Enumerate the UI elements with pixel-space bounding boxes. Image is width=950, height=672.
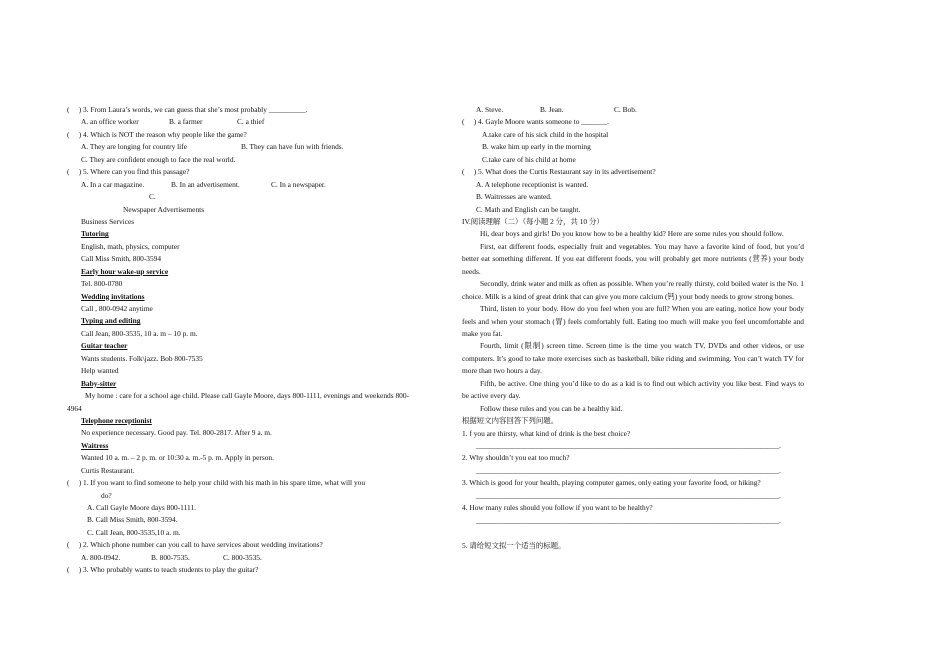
ad-text: English, math, physics, computer <box>81 241 180 251</box>
option-b: B. Jean. <box>540 105 564 114</box>
answer-question-4: 4. How many rules should you follow if you want to be healthy? <box>462 503 653 513</box>
option-c: C. 800-3535. <box>223 552 262 562</box>
ad-text: Wants students. Folk\jazz. Bob 800-7535 <box>81 353 203 363</box>
ad-text: Tel. 800-0780 <box>81 279 123 289</box>
question-3-options <box>67 116 409 128</box>
option-b: B. 800-7535. <box>151 552 190 562</box>
question-b5-option-a: A. A telephone receptionist is wanted. <box>476 179 589 189</box>
option-a: A. They are longing for country life <box>81 142 187 152</box>
ad-text: Wanted 10 a. m. – 2 p. m. or 10:30 a. m.-5 p. m. Apply in person. <box>81 453 274 463</box>
option-b: B. They can have fun with friends. <box>241 142 344 152</box>
option-a: A. Steve. <box>476 105 504 114</box>
question-b1: ( ) 1. If you want to find someone to help your child with his math in his spare time, what will you <box>67 478 366 488</box>
ad-heading-telephone: Telephone receptionist <box>81 415 152 425</box>
question-5-extra-option: C. <box>149 192 156 202</box>
ad-heading-tutoring: Tutoring <box>81 229 109 239</box>
answer-question-1: 1. f you are thirsty, what kind of drink is the best choice? <box>462 428 631 438</box>
question-b4-option-a: A.take care of his sick child in the hospital <box>482 129 609 139</box>
option-b: B. In an advertisement. <box>171 179 240 189</box>
ad-text: No experience necessary. Good pay. Tel. 800-2817. After 9 a. m. <box>81 428 272 438</box>
question-4-option-c: C. They are confident enough to face the real world. <box>81 154 236 164</box>
question-b4-option-c: C.take care of his child at home <box>482 154 576 164</box>
ad-heading-wedding: Wedding invitations <box>81 291 145 301</box>
ad-title: Newspaper Advertisements <box>123 204 205 214</box>
passage-paragraph: Secondly, drink water and milk as often as possible. When you’re really thirsty, cold boiled water is the No. 1 choice. Milk is a kind of great drink that can give you more calcium (钙) your body needs to grow strong bones. <box>462 279 804 301</box>
question-b1-option-a: A. Call Gayle Moore days 800-1111. <box>87 503 196 513</box>
ad-heading-waitress: Waitress <box>81 440 109 450</box>
passage-paragraph: Hi, dear boys and girls! Do you know how to be a healthy kid? Here are some rules you should follow. <box>480 229 784 239</box>
question-b1-option-b: B. Call Miss Smith, 800-3594. <box>87 515 178 525</box>
question-b5: ( ) 5. What does the Curtis Restaurant say in its advertisement? <box>462 167 656 177</box>
passage-paragraph: Fifth, be active. One thing you’d like to do as a kid is to find out which activity you like best. Find ways to be active every day. <box>462 378 804 401</box>
ad-text: Call Jean, 800-3535, 10 a. m – 10 p. m. <box>81 328 198 338</box>
answer-line-4[interactable]: __________________________________________________________________________________. <box>476 515 781 525</box>
ad-text: Call , 800-0942 anytime <box>81 304 153 313</box>
instruction: 根据短文内容回答下列问题。 <box>462 416 559 426</box>
ad-text: Call Miss Smith, 800-3594 <box>81 254 162 264</box>
ad-heading-typing: Typing and editing <box>81 316 141 326</box>
left-column <box>67 104 409 577</box>
question-b1-continued: do? <box>101 490 112 500</box>
question-b4-option-b: B. wake him up early in the morning <box>482 142 591 152</box>
ad-text: Curtis Restaurant. <box>81 465 135 475</box>
ad-heading-guitar: Guitar teacher <box>81 341 128 351</box>
passage-paragraph: Fourth, limit (限制) screen time. Screen time is the time you watch TV, DVDs and other videos, or use computers. It’s good to take more exercises such as basketball, bike riding and swimming. You can’t watch TV for more than two hours a day. <box>462 341 804 376</box>
spacer <box>462 527 804 539</box>
question-b5-option-b: B. Waitresses are wanted. <box>476 192 552 202</box>
option-c: C. In a newspaper. <box>271 179 326 189</box>
option-a: A. an office worker <box>81 117 139 127</box>
question-5: ( ) 5. Where can you find this passage? <box>67 167 190 177</box>
question-b1-option-c: C. Call Jean, 800-3535,10 a. m. <box>87 527 181 537</box>
ad-text: Help wanted <box>81 366 119 376</box>
ad-text: My home : care for a school age child. Please call Gayle Moore, days 800-1111, evenings and weekends 800-4964 <box>67 391 409 413</box>
option-c: C. Bob. <box>614 105 637 114</box>
question-5-options <box>67 179 409 191</box>
passage-paragraph: Third, listen to your body. How do you feel when you are full? When you are eating, notice how your body feels and when your stomach (胃) feels comfortably full. Eating too much will make you feel uncomfortable and make you fat. <box>462 304 804 338</box>
passage-paragraph: Follow these rules and you can be a healthy kid. <box>480 403 623 413</box>
answer-question-5: 5. 请给短文拟一个适当的标题。 <box>462 540 566 550</box>
question-b4: ( ) 4. Gayle Moore wants someone to _______. <box>462 117 609 127</box>
answer-line-2[interactable]: __________________________________________________________________________________. <box>476 465 781 475</box>
ad-subtitle: Business Services <box>81 216 135 226</box>
question-b5-option-c: C. Math and English can be taught. <box>476 204 581 214</box>
right-column <box>462 104 804 552</box>
section-heading: IV.阅读理解（二）（每小题 2 分，共 10 分） <box>462 216 604 226</box>
option-c: C. a thief <box>237 117 265 127</box>
option-a: A. In a car magazine. <box>81 179 145 189</box>
question-b3: ( ) 3. Who probably wants to teach students to play the guitar? <box>67 565 259 575</box>
answer-line-1[interactable]: __________________________________________________________________________________. <box>476 441 781 451</box>
question-b3-options <box>462 104 804 116</box>
passage-paragraph: First, eat different foods, especially fruit and vegetables. You may have a favorite kind of food, but you’d better eat something different. If you eat different foods, you will probably get more nutrients (营养) your body needs. <box>462 241 804 276</box>
answer-line-3[interactable]: __________________________________________________________________________________. <box>476 490 781 500</box>
option-b: B. a farmer <box>169 117 203 127</box>
question-4-options-ab <box>67 141 409 153</box>
question-b2-options <box>67 552 409 564</box>
ad-heading-baby-sitter: Baby-sitter <box>81 378 117 388</box>
option-a: A. 800-0942. <box>81 552 121 562</box>
ad-heading-wake-up: Early hour wake-up service <box>81 266 169 276</box>
question-4: ( ) 4. Which is NOT the reason why people like the game? <box>67 129 247 139</box>
question-3: ( ) 3. From Laura’s words, we can guess that she’s most probably __________. <box>67 105 308 114</box>
answer-question-3: 3. Which is good for your health, playing computer games, only eating your favorite food, or hiking? <box>462 478 761 488</box>
question-b2: ( ) 2. Which phone number can you call to have services about wedding invitations? <box>67 540 323 550</box>
answer-question-2: 2. Why shouldn’t you eat too much? <box>462 453 570 463</box>
